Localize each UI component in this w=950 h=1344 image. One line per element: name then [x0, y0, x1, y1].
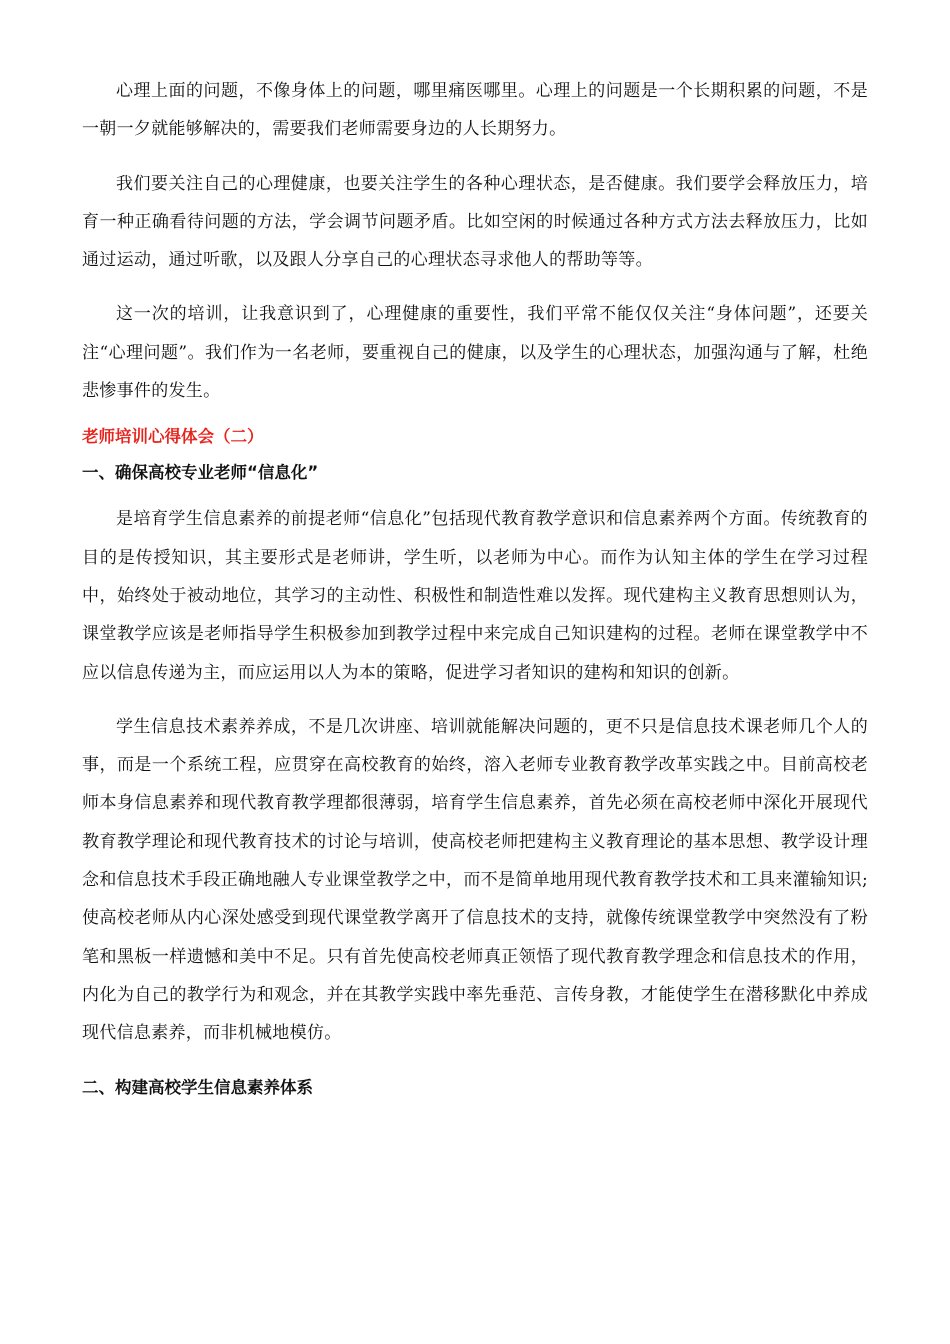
paragraph: 是培育学生信息素养的前提老师“信息化”包括现代教育教学意识和信息素养两个方面。传统教育的目的是传授知识，其主要形式是老师讲，学生听，以老师为中心。而作为认知主体的学生在学习过程中，始终处于被动地位，其学习的主动性、积极性和制造性难以发挥。现代建构主义教育思想则认为，课堂教学应该是老师指导学生积极参加到教学过程中来完成自己知识建构的过程。老师在课堂教学中不应以信息传递为主，而应运用以人为本的策略，促进学习者知识的建构和知识的创新。	[82, 509, 868, 683]
document-page	[82, 72, 868, 1121]
paragraph: 心理上面的问题，不像身体上的问题，哪里痛医哪里。心理上的问题是一个长期积累的问题，不是一朝一夕就能够解决的，需要我们老师需要身边的人长期努力。	[82, 81, 868, 140]
heading-1: 一、确保高校专业老师“信息化”	[82, 463, 319, 483]
section-title: 老师培训心得体会（二）	[82, 427, 264, 447]
paragraph: 学生信息技术素养养成，不是几次讲座、培训就能解决问题的，更不只是信息技术课老师几个人的事，而是一个系统工程，应贯穿在高校教育的始终，溶入老师专业教育教学改革实践之中。目前高校老师本身信息素养和现代教育教学理都很薄弱，培育学生信息素养，首先必须在高校老师中深化开展现代教育教学理论和现代教育技术的讨论与培训，使高校老师把建构主义教育理论的基本思想、教学设计理念和信息技术手段正确地融人专业课堂教学之中，而不是简单地用现代教育教学技术和工具来灌输知识;使高校老师从内心深处感受到现代课堂教学离开了信息技术的支持，就像传统课堂教学中突然没有了粉笔和黑板一样遗憾和美中不足。只有首先使高校老师真正领悟了现代教育教学理念和信息技术的作用，内化为自己的教学行为和观念，并在其教学实践中率先垂范、言传身教，才能使学生在潜移默化中养成现代信息素养，而非机械地模仿。	[82, 716, 868, 1044]
heading-2: 二、构建高校学生信息素养体系	[82, 1077, 313, 1097]
paragraph: 这一次的培训，让我意识到了，心理健康的重要性，我们平常不能仅仅关注“身体问题”，还要关注“心理问题”。我们作为一名老师，要重视自己的健康，以及学生的心理状态，加强沟通与了解，杜绝悲惨事件的发生。	[82, 304, 868, 402]
paragraph: 我们要关注自己的心理健康，也要关注学生的各种心理状态，是否健康。我们要学会释放压力，培育一种正确看待问题的方法，学会调节问题矛盾。比如空闲的时候通过各种方式方法去释放压力，比如通过运动，通过听歌，以及跟人分享自己的心理状态寻求他人的帮助等等。	[82, 173, 868, 271]
